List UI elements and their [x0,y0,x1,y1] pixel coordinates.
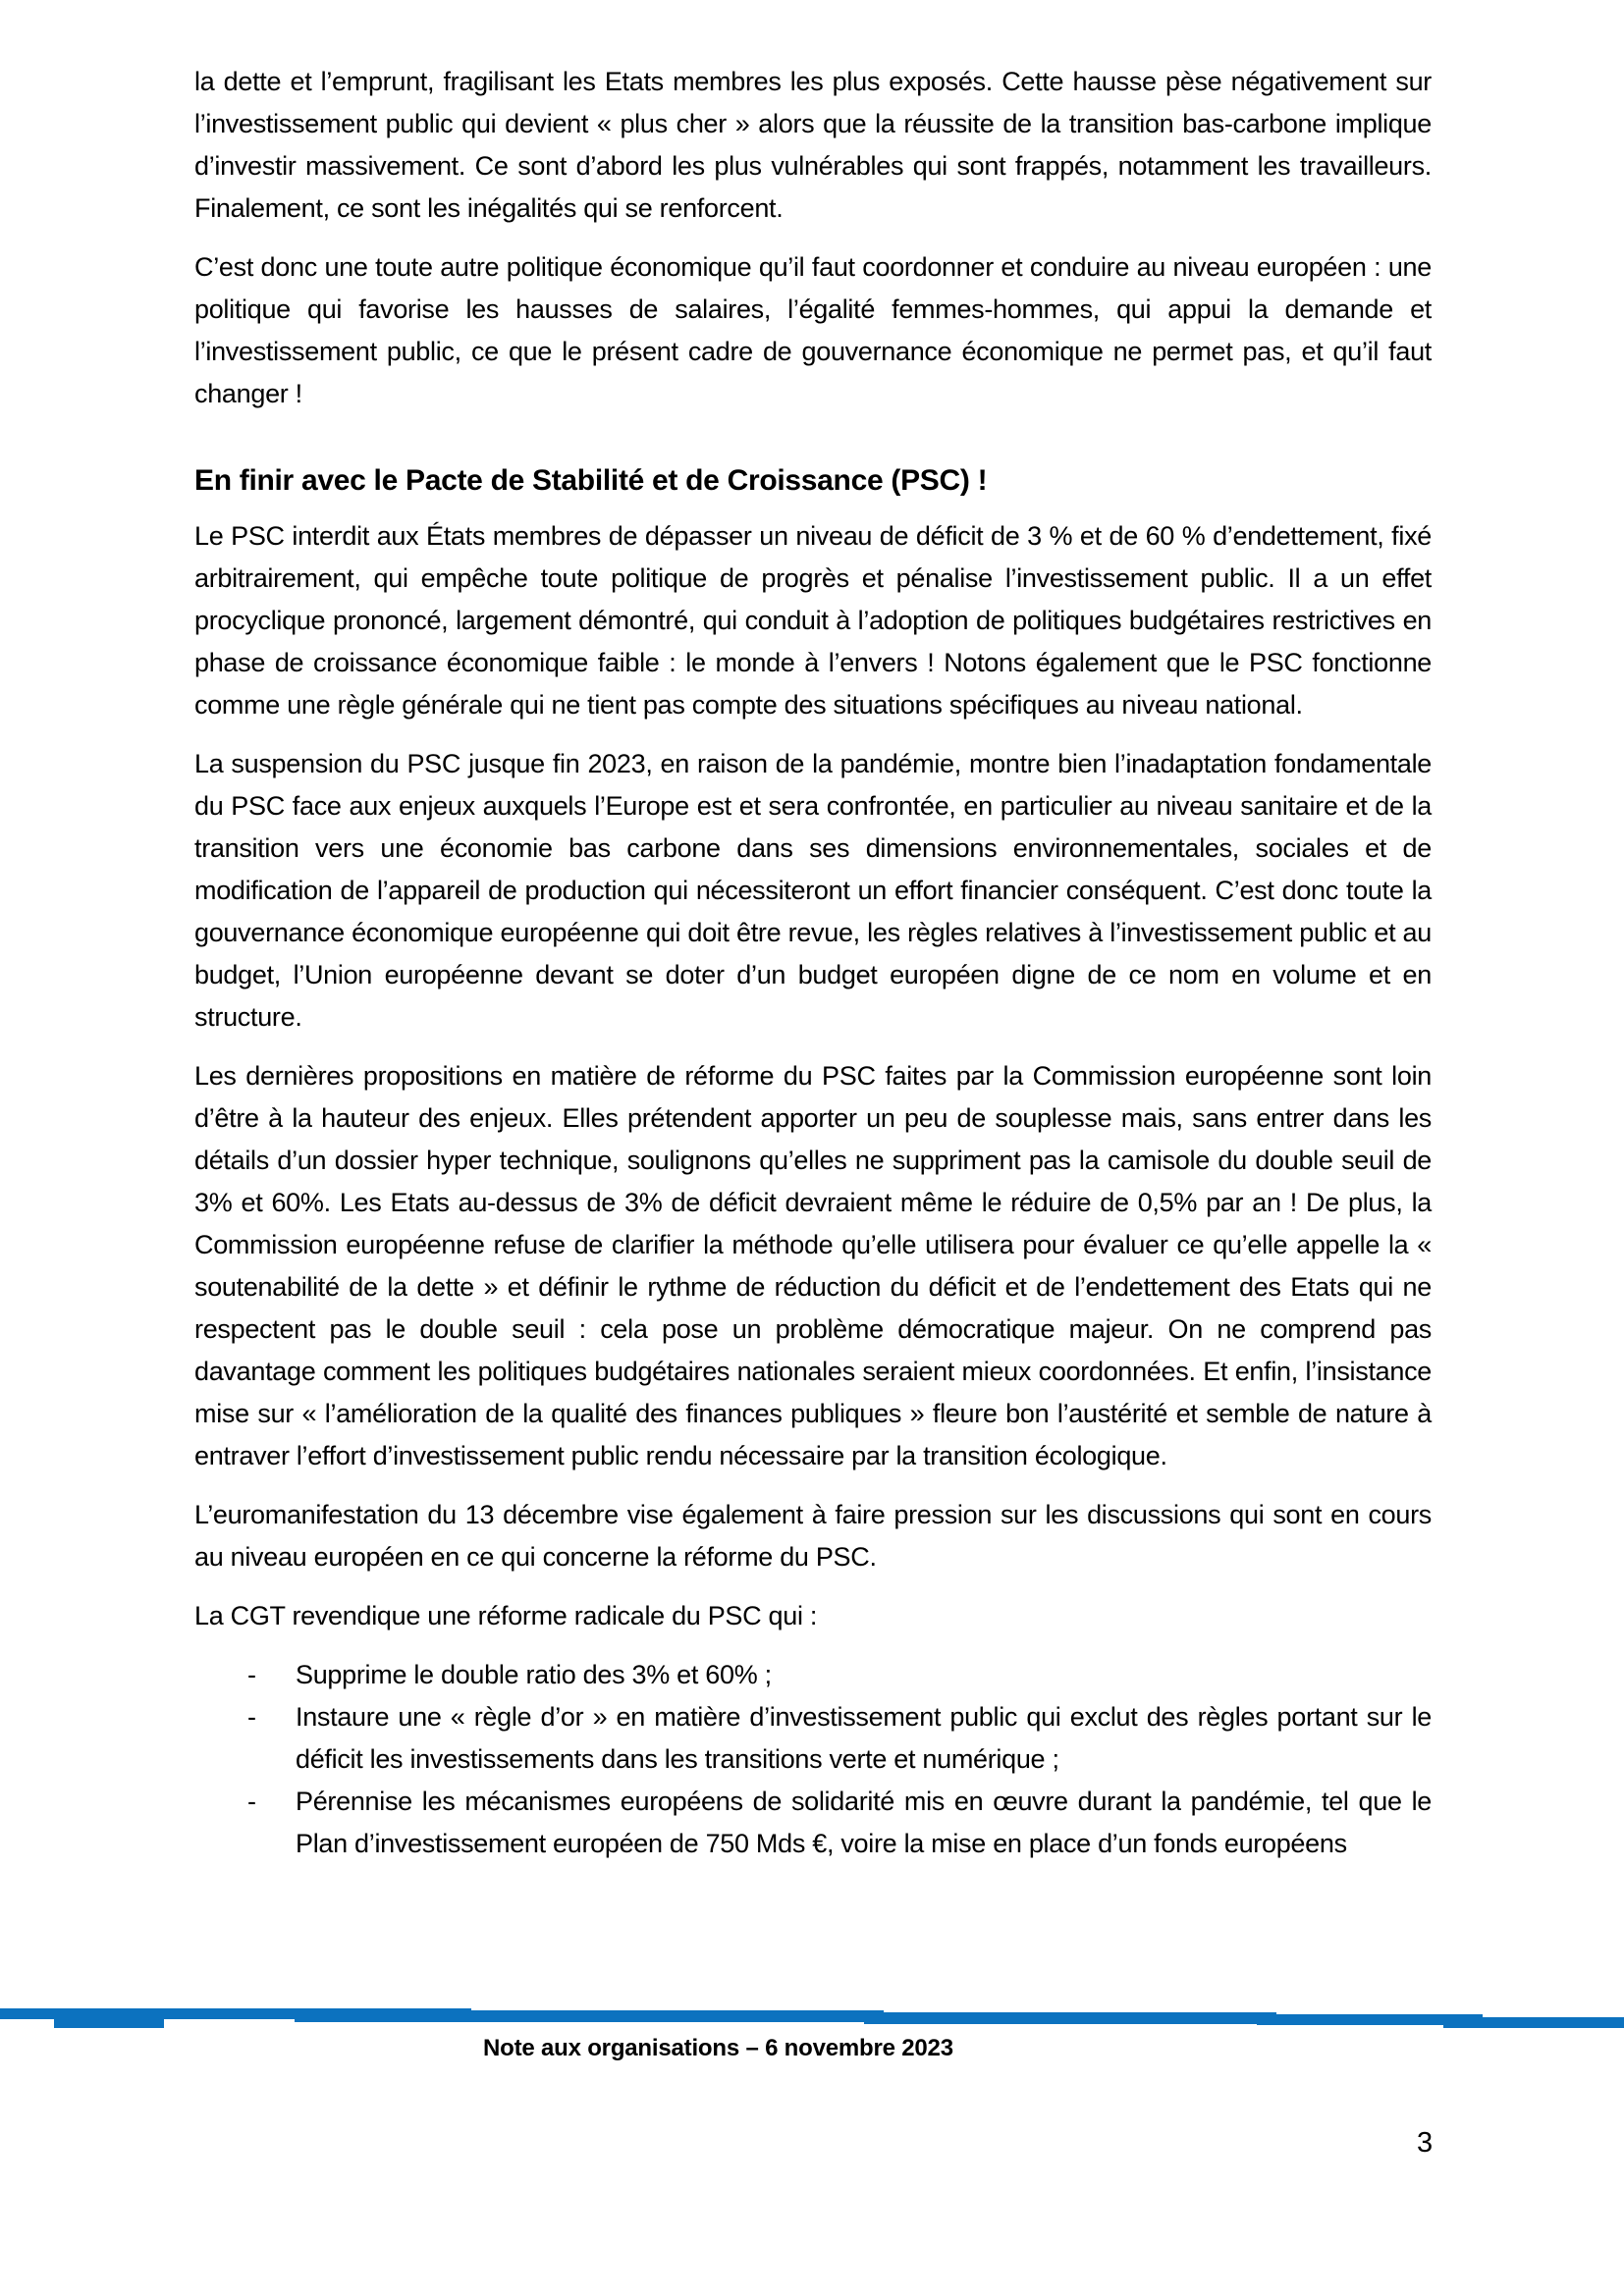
page-number: 3 [1417,2127,1434,2159]
list-item-text: Supprime le double ratio des 3% et 60% ; [296,1660,772,1689]
document-body [194,61,1432,1865]
list-item-text: Instaure une « règle d’or » en matière d’investissement public qui exclut des règles portant sur le déficit les investissements dans les transitions verte et numérique ; [296,1702,1432,1774]
list-intro: La CGT revendique une réforme radicale du PSC qui : [194,1601,818,1630]
section-heading: En finir avec le Pacte de Stabilité et de Croissance (PSC) ! [194,464,988,497]
bullet-marker: - [247,1660,256,1689]
list-item-text: Pérennise les mécanismes européens de solidarité mis en œuvre durant la pandémie, tel que le Plan d’investissement européen de 750 Mds €, voire la mise en place d’un fonds européens [296,1787,1432,1858]
paragraph: La suspension du PSC jusque fin 2023, en raison de la pandémie, montre bien l’inadaptation fondamentale du PSC face aux enjeux auxquels l’Europe est et sera confrontée, en particulier au niveau sanitaire et de la transition vers une économie bas carbone dans ses dimensions environnementales, sociales et de modification de l’appareil de production qui nécessiteront un effort financier conséquent. C’est donc toute la gouvernance économique européenne qui doit être revue, les règles relatives à l’investissement public et au budget, l’Union européenne devant se doter d’un budget européen digne de ce nom en volume et en structure. [194,749,1432,1032]
footer-text: Note aux organisations – 6 novembre 2023 [483,2035,953,2061]
paragraph: la dette et l’emprunt, fragilisant les Etats membres les plus exposés. Cette hausse pèse négativement sur l’investissement public qui devient « plus cher » alors que la réussite de la transition bas-carbone implique d’investir massivement. Ce sont d’abord les plus vulnérables qui sont frappés, notamment les travailleurs. Finalement, ce sont les inégalités qui se renforcent. [194,67,1432,223]
list-item [247,1781,1432,1865]
footer-rule-segment [1443,2017,1624,2028]
list-item [247,1696,1432,1781]
paragraph: Le PSC interdit aux États membres de dépasser un niveau de déficit de 3 % et de 60 % d’endettement, fixé arbitrairement, qui empêche toute politique de progrès et pénalise l’investissement public. Il a un effet procyclique prononcé, largement démontré, qui conduit à l’adoption de politiques budgétaires restrictives en phase de croissance économique faible : le monde à l’envers ! Notons également que le PSC fonctionne comme une règle générale qui ne tient pas compte des situations spécifiques au niveau national. [194,521,1432,720]
bullet-marker: - [247,1702,256,1732]
paragraph: L’euromanifestation du 13 décembre vise également à faire pression sur les discussions qui sont en cours au niveau européen en ce qui concerne la réforme du PSC. [194,1500,1432,1572]
footer-rule-segment [295,2010,884,2022]
bullet-marker: - [247,1787,256,1816]
paragraph: Les dernières propositions en matière de réforme du PSC faites par la Commission européenne sont loin d’être à la hauteur des enjeux. Elles prétendent apporter un peu de souplesse mais, sans entrer dans les détails d’un dossier hyper technique, soulignons qu’elles ne suppriment pas la camisole du double seuil de 3% et 60%. Les Etats au-dessus de 3% de déficit devraient même le réduire de 0,5% par an ! De plus, la Commission européenne refuse de clarifier la méthode qu’elle utilisera pour évaluer ce qu’elle appelle la « soutenabilité de la dette » et définir le rythme de réduction du déficit et de l’endettement des Etats qui ne respectent pas le double seuil : cela pose un problème démocratique majeur. On ne comprend pas davantage comment les politiques budgétaires nationales seraient mieux coordonnées. Et enfin, l’insistance mise sur « l’amélioration de la qualité des finances publiques » fleure bon l’austérité et semble de nature à entraver l’effort d’investissement public rendu nécessaire par la transition écologique. [194,1061,1432,1470]
list-item [247,1654,1432,1696]
paragraph: C’est donc une toute autre politique économique qu’il faut coordonner et conduire au niveau européen : une politique qui favorise les hausses de salaires, l’égalité femmes-hommes, qui appui la demande et l’investissement public, ce que le présent cadre de gouvernance économique ne permet pas, et qu’il faut changer ! [194,252,1432,408]
footer-rule [0,2003,1624,2037]
footer-rule-segment [864,2012,1276,2024]
demands-list [194,1654,1432,1865]
footer-rule-segment [54,2019,164,2028]
